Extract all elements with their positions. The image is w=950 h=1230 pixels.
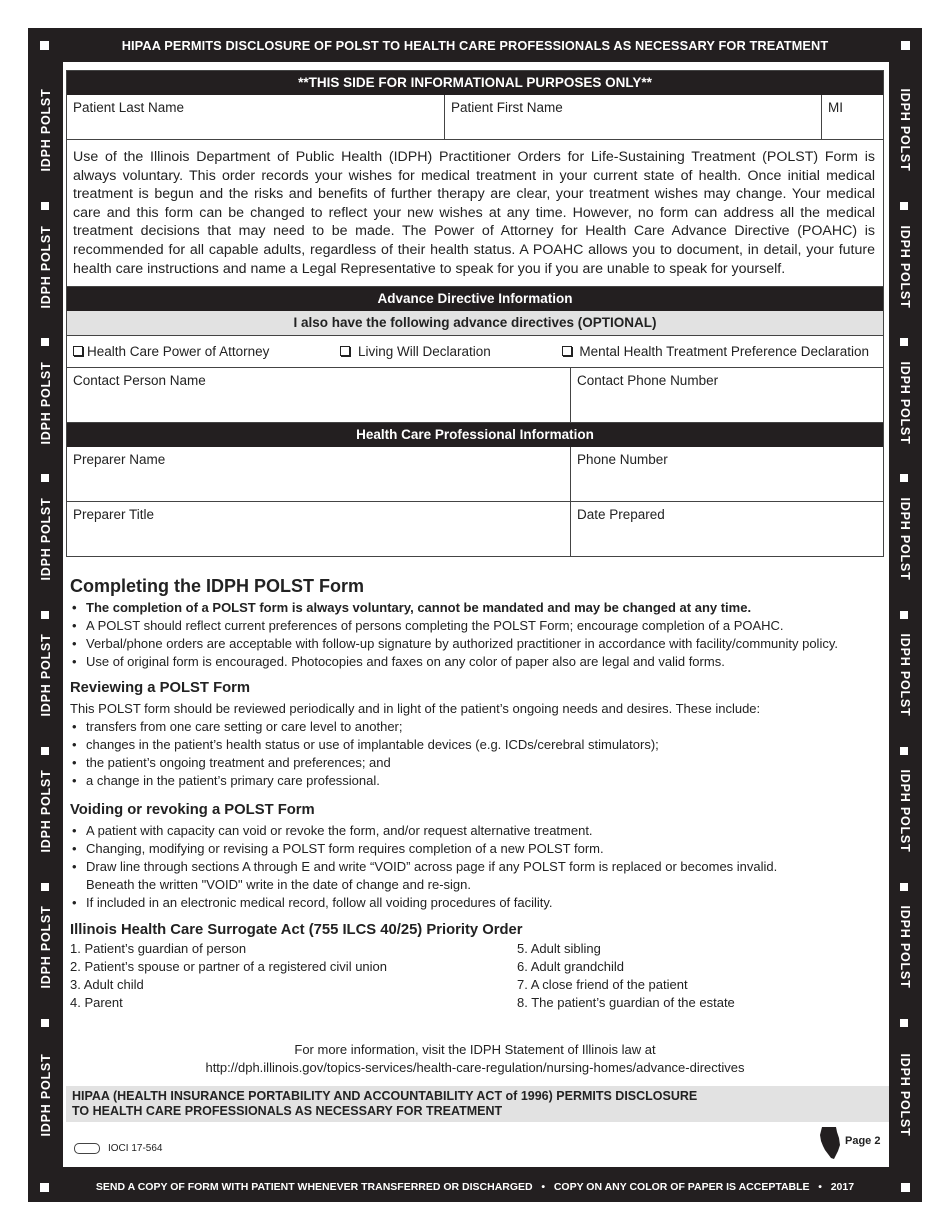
date-prepared-field[interactable] — [570, 502, 883, 556]
bottom-banner — [28, 1172, 922, 1202]
patient-mi-label: MI — [828, 100, 843, 115]
list-item-continuation: Beneath the written "VOID" write in the date of change and re-sign. — [86, 877, 472, 892]
side-label: IDPH POLST — [897, 497, 912, 581]
side-label: IDPH POLST — [38, 1053, 53, 1137]
bottom-banner-text: SEND A COPY OF FORM WITH PATIENT WHENEVER TRANSFERRED OR DISCHARGED • COPY ON ANY COLOR OF PAPER IS ACCEPTABLE • 2017 — [95, 1181, 855, 1193]
side-label: IDPH POLST — [38, 225, 53, 309]
preparer-title-row — [67, 502, 883, 556]
priority-item: 3. Adult child — [70, 977, 144, 992]
idph-logo-icon — [74, 1143, 100, 1154]
phone-number-label: Phone Number — [577, 452, 668, 468]
list-item: • Verbal/phone orders are acceptable with follow-up signature by authorized practitioner in accordance with facility/community policy. — [70, 635, 880, 653]
advance-directive-subheader: I also have the following advance directives (OPTIONAL) — [67, 311, 883, 336]
checkbox-icon[interactable] — [73, 346, 83, 356]
patient-name-row — [67, 95, 883, 140]
page-number: Page 2 — [845, 1135, 881, 1147]
hipaa-footer — [66, 1086, 889, 1122]
right-side-strip — [887, 62, 922, 1172]
list-item — [70, 858, 880, 894]
reviewing-intro: This POLST form should be reviewed periodically and in light of the patient’s ongoing needs and desires. These include: — [70, 701, 761, 716]
list-item: • transfers from one care setting or care level to another; — [70, 718, 880, 736]
advance-directive-options — [67, 336, 883, 368]
reviewing-title: Reviewing a POLST Form — [70, 680, 251, 696]
hipaa-footer-line: HIPAA (HEALTH INSURANCE PORTABILITY AND ACCOUNTABILITY ACT of 1996) PERMITS DISCLOSURE — [72, 1089, 698, 1103]
patient-first-name-field[interactable] — [444, 95, 821, 139]
advance-directive-header: Advance Directive Information — [67, 287, 883, 311]
preparer-name-label: Preparer Name — [73, 452, 166, 468]
more-info — [66, 1041, 884, 1076]
banner-square-icon — [901, 1183, 910, 1192]
living-will-label: Living Will Declaration — [357, 344, 491, 360]
voiding-title: Voiding or revoking a POLST Form — [70, 802, 315, 818]
list-item: • A patient with capacity can void or revoke the form, and/or request alternative treatment. — [70, 822, 880, 840]
checkbox-icon[interactable] — [562, 346, 572, 356]
mental-health-checkbox[interactable] — [562, 344, 869, 359]
contact-phone-field[interactable] — [570, 368, 883, 422]
banner-square-icon — [40, 41, 49, 50]
list-item: • The completion of a POLST form is always voluntary, cannot be mandated and may be changed at any time. — [70, 599, 880, 617]
banner-square-icon — [901, 41, 910, 50]
form-code-text: IOCI 17-564 — [108, 1143, 163, 1154]
priority-item: 7. A close friend of the patient — [517, 977, 688, 992]
intro-paragraph: Use of the Illinois Department of Public Health (IDPH) Practitioner Orders for Life-Sustaining Treatment (POLST) Form is always voluntary. This order records your wishes for medical treatment in your current state of health. Once initial medical treatment is begun and the risks and benefits of further therapy are clear, your treatment wishes may change. Your medical care and this form can be changed to reflect your new wishes at any time. However, no form can address all the medical treatment decisions that may need to be made. The Power of Attorney for Health Care Advance Directive (POAHC) is recommended for all capable adults, regardless of their health status. A POAHC allows you to document, in detail, your future health care instructions and name a Legal Representative to speak for you if you are unable to speak for yourself. — [67, 140, 883, 287]
checkbox-icon[interactable] — [340, 346, 350, 356]
side-label: IDPH POLST — [897, 1053, 912, 1137]
list-item-text: Draw line through sections A through E and write “VOID” across page if any POLST form is replaced or becomes invalid. — [86, 859, 778, 874]
side-label: IDPH POLST — [38, 905, 53, 989]
side-label: IDPH POLST — [38, 769, 53, 853]
preparer-title-label: Preparer Title — [73, 507, 155, 523]
priority-item: 4. Parent — [70, 995, 123, 1010]
banner-square-icon — [40, 1183, 49, 1192]
more-info-url: http://dph.illinois.gov/topics-services/health-care-regulation/nursing-homes/advance-directives — [205, 1059, 745, 1075]
contact-phone-label: Contact Phone Number — [577, 373, 719, 389]
preparer-title-field[interactable] — [67, 502, 570, 556]
preparer-name-field[interactable] — [67, 447, 570, 501]
side-label: IDPH POLST — [38, 633, 53, 717]
surrogate-section — [70, 922, 880, 1012]
date-prepared-label: Date Prepared — [577, 507, 665, 523]
list-item: • Use of original form is encouraged. Photocopies and faxes on any color of paper also are legal and valid forms. — [70, 653, 880, 671]
professional-header: Health Care Professional Information — [67, 423, 883, 447]
contact-name-field[interactable] — [67, 368, 570, 422]
list-item: • A POLST should reflect current preferences of persons completing the POLST Form; encourage completion of a POAHC. — [70, 617, 880, 635]
list-item: • changes in the patient’s health status or use of implantable devices (e.g. ICDs/cerebral stimulators); — [70, 736, 880, 754]
patient-last-name-field[interactable] — [67, 95, 444, 139]
polst-form-table — [66, 70, 884, 557]
phone-number-field[interactable] — [570, 447, 883, 501]
side-label: IDPH POLST — [897, 225, 912, 309]
living-will-checkbox[interactable] — [340, 344, 491, 359]
form-code — [74, 1143, 162, 1154]
list-item: • If included in an electronic medical record, follow all voiding procedures of facility. — [70, 894, 880, 912]
priority-item: 8. The patient’s guardian of the estate — [517, 995, 735, 1010]
top-banner — [28, 28, 922, 62]
patient-last-name-label: Patient Last Name — [73, 100, 185, 115]
list-item: • Changing, modifying or revising a POLST form requires completion of a new POLST form. — [70, 840, 880, 858]
top-banner-text: HIPAA PERMITS DISCLOSURE OF POLST TO HEALTH CARE PROFESSIONALS AS NECESSARY FOR TREATMENT — [121, 37, 829, 53]
priority-item: 6. Adult grandchild — [517, 959, 624, 974]
illinois-map-icon — [819, 1126, 841, 1160]
reviewing-section — [70, 680, 880, 790]
patient-mi-field[interactable] — [821, 95, 883, 139]
list-item: • a change in the patient’s primary care professional. — [70, 772, 880, 790]
left-side-strip — [28, 62, 63, 1172]
side-label: IDPH POLST — [897, 361, 912, 445]
info-header: **THIS SIDE FOR INFORMATIONAL PURPOSES ONLY** — [67, 71, 883, 95]
contact-name-label: Contact Person Name — [73, 373, 206, 389]
side-label: IDPH POLST — [38, 88, 53, 172]
side-label: IDPH POLST — [897, 633, 912, 717]
priority-item: 1. Patient’s guardian of person — [70, 941, 247, 956]
side-label: IDPH POLST — [897, 88, 912, 172]
patient-first-name-label: Patient First Name — [451, 100, 563, 115]
side-label: IDPH POLST — [897, 905, 912, 989]
mental-health-label: Mental Health Treatment Preference Declaration — [579, 344, 869, 360]
completing-title: Completing the IDPH POLST Form — [70, 576, 365, 596]
poa-label: Health Care Power of Attorney — [87, 344, 270, 360]
side-label: IDPH POLST — [897, 769, 912, 853]
side-label: IDPH POLST — [38, 497, 53, 581]
side-label: IDPH POLST — [38, 361, 53, 445]
contact-row — [67, 368, 883, 423]
hipaa-footer-line: TO HEALTH CARE PROFESSIONALS AS NECESSARY FOR TREATMENT — [72, 1104, 503, 1118]
priority-item: 2. Patient’s spouse or partner of a registered civil union — [70, 959, 387, 974]
voiding-section — [70, 802, 880, 912]
list-item: • the patient’s ongoing treatment and preferences; and — [70, 754, 880, 772]
more-info-line: For more information, visit the IDPH Statement of Illinois law at — [294, 1042, 656, 1057]
preparer-row — [67, 447, 883, 502]
surrogate-title: Illinois Health Care Surrogate Act (755 ILCS 40/25) Priority Order — [70, 922, 523, 938]
completing-section — [70, 576, 880, 671]
poa-checkbox[interactable] — [73, 344, 269, 359]
priority-item: 5. Adult sibling — [517, 941, 601, 956]
